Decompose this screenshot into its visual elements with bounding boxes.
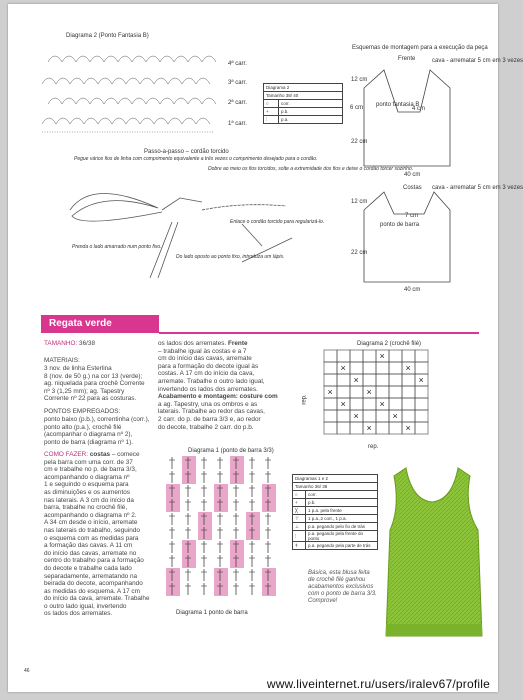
filet-grid — [324, 350, 434, 434]
dim-12cm-a: 12 cm — [351, 77, 368, 83]
bar-block — [166, 582, 180, 596]
filet-cell — [376, 362, 389, 374]
filet-cross-mark: × — [353, 411, 359, 421]
legend-text-3: p.a. — [279, 116, 343, 124]
bar-block — [230, 554, 244, 568]
filet-cell — [389, 398, 402, 410]
legend-table-diagram2 — [263, 83, 343, 124]
filet-cell — [415, 410, 428, 422]
bar-block — [214, 568, 228, 582]
filet-cell — [376, 410, 389, 422]
bar-block — [182, 470, 196, 484]
dim-22cm-b: 22 cm — [351, 250, 368, 256]
bar-block — [214, 498, 228, 512]
legend-text-2: p.b. — [279, 108, 343, 116]
filet-cell — [363, 398, 376, 410]
row-label-2: 2ª carr. — [228, 100, 247, 106]
bar-block — [182, 456, 196, 470]
filet-cell — [402, 350, 415, 362]
filet-cell — [415, 350, 428, 362]
cord-step2: Dobre ao meio os fios torcidos, solte a extremidade dos fios e deixe o cordão torcer sozinho. — [208, 166, 414, 172]
filet-cross-mark: × — [353, 375, 359, 385]
bar-stitch-diagram — [164, 456, 282, 606]
diagram2-title: Diagrama 2 (Ponto Fantasia B) — [66, 33, 149, 39]
banner-rule — [159, 332, 479, 334]
dim-22cm-a: 22 cm — [351, 139, 368, 145]
filet-cell — [376, 374, 389, 386]
filet-cell — [324, 422, 337, 434]
filet-cell — [402, 386, 415, 398]
filet-rep-bottom: rep. — [368, 444, 379, 450]
fan-stitch-diagram — [42, 44, 222, 136]
filet-cell — [350, 398, 363, 410]
diagram1-caption: Diagrama 1 ponto de barra — [176, 610, 248, 616]
stitches-text: ponto baixo (p.b.), correntinha (corr.), ponto alto (p.a.), crochê filé (acompanhar o diagrama nº 2), ponto de barra (diagrama nº 1). — [44, 416, 150, 446]
filet-cell — [389, 374, 402, 386]
diagram1-title: Diagrama 1 (ponto de barra 3/3) — [188, 448, 274, 454]
section-title: Regata verde — [49, 318, 112, 329]
filet-cell — [324, 374, 337, 386]
watermark-url: www.liveinternet.ru/users/iralev67/profile — [266, 677, 490, 691]
cord-step3: Prenda o lado amarrado num ponto fixo. — [72, 244, 162, 250]
filet-cell — [324, 350, 337, 362]
filet-cell — [415, 362, 428, 374]
page-number: 46 — [24, 668, 30, 674]
twisted-cord-illustration — [62, 182, 325, 282]
filet-cell — [324, 362, 337, 374]
filet-cell — [324, 410, 337, 422]
stitches-heading: PONTOS EMPREGADOS: — [44, 408, 121, 415]
legend-symbol-2: + — [264, 108, 279, 116]
filet-cross-mark: × — [379, 351, 385, 361]
bar-block — [166, 484, 180, 498]
back-schematic — [362, 190, 452, 284]
filet-cell — [337, 422, 350, 434]
label-cava-back: cava - arrematar 5 cm em 3 vezes — [432, 185, 523, 191]
section-banner — [41, 315, 159, 333]
bar-block — [198, 512, 212, 526]
filet-cross-mark: × — [392, 411, 398, 421]
bar-block — [214, 484, 228, 498]
materials-heading: MATERIAIS: — [44, 357, 80, 364]
label-ponto-barra: ponto de barra — [380, 222, 420, 228]
filet-cross-mark: × — [340, 399, 346, 409]
dim-40cm-a: 40 cm — [404, 172, 421, 178]
cord-step5: Enlace o cordão torcido para regularizá-lo. — [230, 219, 325, 225]
bar-block — [182, 554, 196, 568]
green-top-photo — [378, 464, 488, 644]
cord-title: Passo-a-passo – cordão torcido — [144, 149, 229, 155]
cord-step4: Do lado oposto ao ponto fixo, introduza um lápis. — [176, 254, 285, 260]
filet-cell — [350, 422, 363, 434]
filet-cell — [402, 398, 415, 410]
filet-cell — [389, 422, 402, 434]
filet-cross-mark: × — [340, 363, 346, 373]
front-schematic — [362, 68, 452, 168]
filet-cell — [363, 350, 376, 362]
bar-block — [198, 526, 212, 540]
cord-step1: Pegue vários fios de linha com comprimento equivalente a três vezes o comprimento desejado para o cordão. — [74, 156, 318, 162]
bar-block — [230, 540, 244, 554]
filet-cell — [363, 374, 376, 386]
legend-size: Tamanho 38/ 40 — [264, 92, 343, 100]
dim-6cm: 6 cm — [350, 105, 364, 111]
middle-column-text: os lados dos arremates. Frente – trabalhe igual às costas e a 7 cm do início das cavas, arremate para a formação do decote igual às costas. A 17 cm do início da cava, arremate. Trabalhe o outro lado igual, invertendo os lados dos arremates. Acabamento e montagem: costure com a ag. Tapestry, una os ombros e as laterais. Trabalhe ao redor das cavas, 2 carr. do p. de barra 3/3 e, ao redor do decote, trabalhe 2 carr. do p.b. — [158, 340, 278, 431]
filet-cell — [350, 350, 363, 362]
legend-title: Diagrama 2 — [264, 84, 343, 92]
filet-cross-mark: × — [405, 423, 411, 433]
howto-text: COMO FAZER: costas – comece pela barra com uma corr. de 37 cm e trabalhe no p. de barra 3/3, acompanhando o diagrama nº 1 e seguindo o esquema para as diminuições e os aumentos nas laterais. A 3 cm do início da barra, trabalhe no crochê filé, acompanhando o diagrama nº 2. A 34 cm desde o início, arremate nas laterais do trabalho, seguindo o esquema com as medidas para a formação das cavas. A 11 cm do início das cavas, arremate no centro do trabalho para a formação do decote e trabalhe cada lado separadamente, arrematando na beirada do decote, acompanhando as medidas do esquema. A 17 cm do início da cava, arremate. Trabalhe o outro lado igual, invertendo os lados dos arremates. — [44, 451, 150, 618]
magazine-page — [8, 4, 523, 692]
filet-cell — [350, 362, 363, 374]
bar-block — [262, 498, 276, 512]
filet-cell — [337, 410, 350, 422]
filet-cell — [415, 386, 428, 398]
dim-40cm-b: 40 cm — [404, 287, 421, 293]
row-label-4: 4ª carr. — [228, 61, 247, 67]
bar-block — [166, 568, 180, 582]
bar-block — [214, 582, 228, 596]
bar-block — [262, 484, 276, 498]
filet-diagram-title: Diagrama 2 (crochê filé) — [357, 341, 422, 347]
filet-cell — [389, 386, 402, 398]
filet-cell — [363, 362, 376, 374]
legend-table-1-2: Diagramas 1 e 2 Tamanho 36/ 38 ○ corr. + p.b. ╳ 1 p.a. pela frente ⊤ 1 p.a.,2 corr., 1 p.a. ⊥ p.a. pegando pelo fio de trás ⫶ p.a. pegando pela frente do ponto ǂ p.a. pegando pela parte de trás — [292, 474, 378, 550]
materials-text: 3 nov. de linha Esterlina 8 (nov. de 50 g.) na cor 13 (verde); ag. niquelada para crochê Corrente nº 3 (1,25 mm); ag. Tapestry Corrente nº 22 para as costuras. — [44, 365, 145, 403]
label-frente: Frente — [398, 56, 416, 62]
filet-cross-mark: × — [366, 423, 372, 433]
filet-cell — [376, 422, 389, 434]
filet-cell — [389, 350, 402, 362]
label-cava-front: cava - arrematar 5 cm em 3 vezes — [432, 58, 523, 64]
bar-block — [166, 498, 180, 512]
row-label-3: 3ª carr. — [228, 80, 247, 86]
filet-cell — [350, 386, 363, 398]
filet-cell — [415, 398, 428, 410]
filet-cross-mark: × — [327, 387, 333, 397]
label-costas: Costas — [403, 185, 422, 191]
filet-cross-mark: × — [405, 363, 411, 373]
filet-cross-mark: × — [379, 399, 385, 409]
filet-cross-mark: × — [418, 375, 424, 385]
dim-12cm-b: 12 cm — [351, 199, 368, 205]
legend-text-1: corr. — [279, 100, 343, 108]
bar-block — [246, 526, 260, 540]
filet-cell — [376, 386, 389, 398]
filet-cell — [324, 398, 337, 410]
bar-block — [262, 582, 276, 596]
bar-block — [262, 568, 276, 582]
photo-caption: Básica, esta blusa feita de crochê filé ganhou acabamentos exclusivos com o ponto de barra 3/3. Comprove! — [308, 570, 377, 604]
filet-rep-left: rep. — [301, 394, 308, 405]
bar-block — [230, 470, 244, 484]
filet-cell — [337, 374, 350, 386]
filet-cell — [363, 410, 376, 422]
filet-cell — [337, 386, 350, 398]
row-label-1: 1ª carr. — [228, 121, 247, 127]
filet-cell — [389, 362, 402, 374]
bar-block — [182, 540, 196, 554]
filet-cell — [402, 374, 415, 386]
schematic-title: Esquemas de montagem para a execução da peça — [352, 45, 488, 51]
dim-7cm: 7 cm — [405, 213, 419, 219]
filet-cell — [337, 350, 350, 362]
filet-cell — [402, 410, 415, 422]
bar-block — [230, 456, 244, 470]
bar-block — [246, 512, 260, 526]
filet-cell — [415, 422, 428, 434]
legend-symbol-1: ○ — [264, 100, 279, 108]
filet-cross-mark: × — [366, 387, 372, 397]
legend-symbol-3: ⫶ — [264, 116, 279, 124]
label-ponto-fantasia: ponto fantasia B — [376, 102, 420, 108]
dim-4cm: 4 cm — [412, 106, 426, 112]
size-line: TAMANHO: 36/38 — [44, 340, 96, 347]
